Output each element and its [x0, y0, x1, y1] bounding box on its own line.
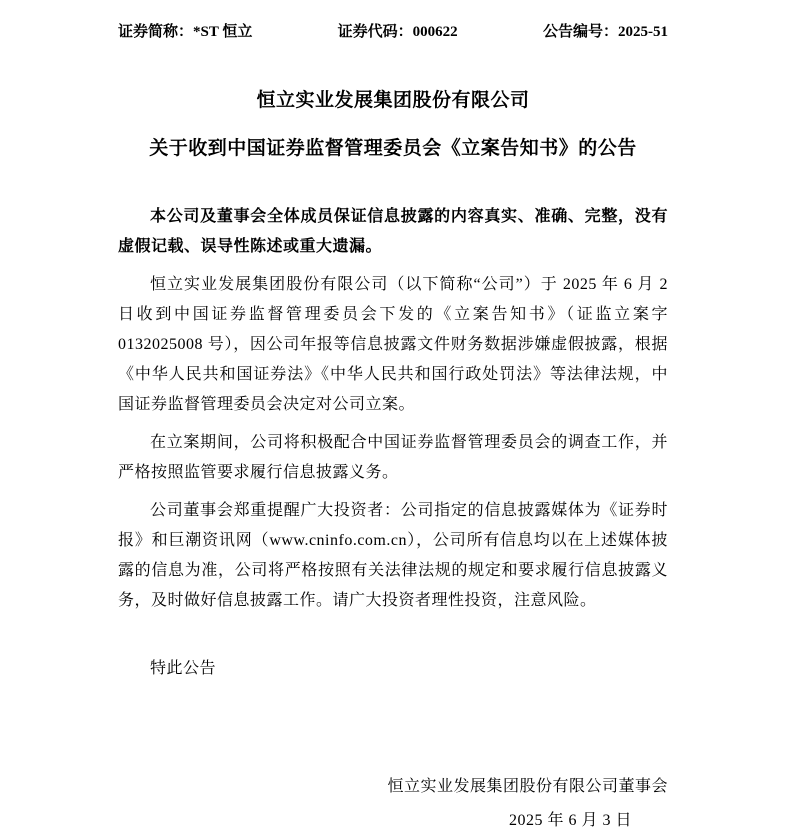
announcement-title: 关于收到中国证券监督管理委员会《立案告知书》的公告: [149, 138, 637, 159]
body-paragraph-case-filing: 恒立实业发展集团股份有限公司（以下简称“公司”）于 2025 年 6 月 2 日收到中国证券监督管理委员会下发的《立案告知书》（证监立案字 0132025008 号），因公司年报等信息披露文件财务数据涉嫌虚假披露，根据《中华人民共和国证券法》《中华人民共和国行政处罚法》等法律法规，中国证券监督管理委员会决定对公司立案。: [118, 276, 668, 413]
closing-statement: 特此公告: [150, 660, 217, 677]
announcement-number: 公告编号：2025-51: [543, 24, 668, 40]
stock-abbreviation: 证券简称：*ST 恒立: [118, 24, 253, 40]
announcement-date: 2025 年 6 月 3 日: [508, 812, 632, 829]
securities-header-row: [118, 22, 668, 42]
body-paragraph-cooperation: 在立案期间，公司将积极配合中国证券监督管理委员会的调查工作，并严格按照监管要求履行信息披露义务。: [118, 434, 668, 481]
body-paragraph-investor-reminder: 公司董事会郑重提醒广大投资者：公司指定的信息披露媒体为《证券时报》和巨潮资讯网（www.cninfo.com.cn），公司所有信息均以在上述媒体披露的信息为准，公司将严格按照有关法律法规的规定和要求履行信息披露义务，及时做好信息披露工作。请广大投资者理性投资，注意风险。: [118, 502, 668, 609]
board-signature-line: 恒立实业发展集团股份有限公司董事会: [387, 778, 668, 795]
truthfulness-pledge-paragraph: 本公司及董事会全体成员保证信息披露的内容真实、准确、完整，没有虚假记载、误导性陈述或重大遗漏。: [118, 208, 668, 255]
company-name-title: 恒立实业发展集团股份有限公司: [256, 90, 530, 111]
stock-code: 证券代码：000622: [337, 24, 458, 40]
